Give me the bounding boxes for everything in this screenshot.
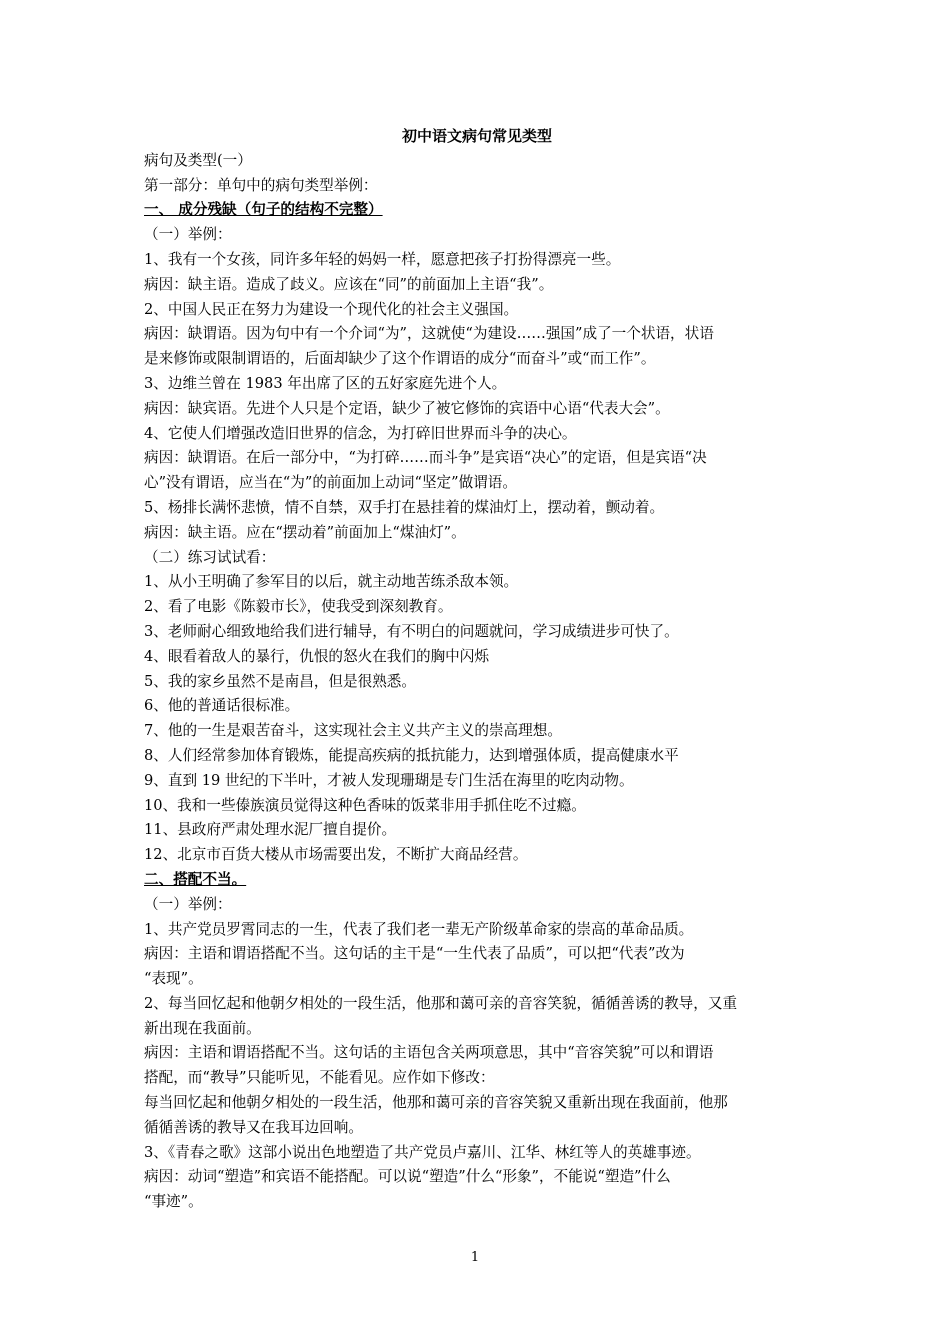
text-line: 6、他的普通话很标准。 <box>144 697 300 715</box>
text-line: 病因：缺主语。造成了歧义。应该在“同”的前面加上主语“我”。 <box>144 275 554 293</box>
text-line: 病因：缺主语。应在“摆动着”前面加上“煤油灯”。 <box>144 523 466 541</box>
text-line: 病因：缺谓语。在后一部分中，“为打碎……而斗争”是宾语“决心”的定语，但是宾语“决 <box>144 449 707 467</box>
text-line: 1、共产党员罗霄同志的一生，代表了我们老一辈无产阶级革命家的崇高的革命品质。 <box>144 920 694 938</box>
text-line: 2、每当回忆起和他朝夕相处的一段生活，他那和蔼可亲的音容笑貌，循循善诱的教导，又重 <box>144 994 738 1012</box>
text-line: 12、北京市百货大楼从市场需要出发，不断扩大商品经营。 <box>144 846 528 864</box>
text-line: 11、县政府严肃处理水泥厂擅自提价。 <box>144 821 397 839</box>
document-body <box>144 124 810 1215</box>
text-line: 8、人们经常参加体育锻炼，能提高疾病的抵抗能力，达到增强体质，提高健康水平 <box>144 746 679 764</box>
page-number: 1 <box>470 1250 480 1265</box>
text-line: 1、从小王明确了参军目的以后，就主动地苦练杀敌本领。 <box>144 573 519 591</box>
text-line: 是来修饰或限制谓语的，后面却缺少了这个作谓语的成分“而奋斗”或“而工作”。 <box>144 350 656 368</box>
text-line: 每当回忆起和他朝夕相处的一段生活，他那和蔼可亲的音容笑貌又重新出现在我面前，他那 <box>144 1094 728 1112</box>
text-line: 5、我的家乡虽然不是南昌，但是很熟悉。 <box>144 672 416 690</box>
text-line: 1、我有一个女孩，同许多年轻的妈妈一样，愿意把孩子打扮得漂亮一些。 <box>144 250 621 268</box>
text-line: 2、中国人民正在努力为建设一个现代化的社会主义强国。 <box>144 300 519 318</box>
text-line: 病因：缺宾语。先进个人只是个定语，缺少了被它修饰的宾语中心语“代表大会”。 <box>144 399 670 417</box>
text-line: 病因：动词“塑造”和宾语不能搭配。可以说“塑造”什么“形象”，不能说“塑造”什么 <box>144 1168 671 1186</box>
text-line: 病因：主语和谓语搭配不当。这句话的主语包含关两项意思，其中“音容笑貌”可以和谓语 <box>144 1044 714 1062</box>
text-line: “表现”。 <box>144 970 203 988</box>
text-line: 7、他的一生是艰苦奋斗，这实现社会主义共产主义的崇高理想。 <box>144 722 562 740</box>
page-title: 初中语文病句常见类型 <box>401 127 552 145</box>
text-line: 10、我和一些傣族演员觉得这种色香味的饭菜非用手抓住吃不过瘾。 <box>144 796 586 814</box>
subsection-examples: （一）举例： <box>144 895 232 913</box>
text-line: 2、看了电影《陈毅市长》，使我受到深刻教育。 <box>144 598 453 616</box>
text-line: 循循善诱的教导又在我耳边回响。 <box>144 1118 363 1136</box>
subsection-examples: （一）举例： <box>144 226 232 244</box>
text-line: 病因：主语和谓语搭配不当。这句话的主干是“一生代表了品质”，可以把“代表”改为 <box>144 945 685 963</box>
section-heading-1: 一、 成分残缺（句子的结构不完整） <box>144 201 383 219</box>
text-line: 新出现在我面前。 <box>144 1019 261 1037</box>
section-heading-2: 二、搭配不当。 <box>144 870 247 888</box>
subtitle: 病句及类型(一） <box>144 151 252 169</box>
text-line: 搭配，而“教导”只能听见，不能看见。应作如下修改： <box>144 1069 495 1087</box>
text-line: 4、它使人们增强改造旧世界的信念，为打碎旧世界而斗争的决心。 <box>144 424 577 442</box>
text-line: “事迹”。 <box>144 1193 203 1211</box>
text-line: 5、杨排长满怀悲愤，情不自禁，双手打在悬挂着的煤油灯上，摆动着，颤动着。 <box>144 498 665 516</box>
part-heading: 第一部分：单句中的病句类型举例： <box>144 176 378 194</box>
subsection-practice: （二）练习试试看： <box>144 548 276 566</box>
text-line: 3、《青春之歌》这部小说出色地塑造了共产党员卢嘉川、江华、林红等人的英雄事迹。 <box>144 1143 701 1161</box>
text-line: 9、直到 19 世纪的下半叶，才被人发现珊瑚是专门生活在海里的吃肉动物。 <box>144 771 634 789</box>
text-line: 心”没有谓语，应当在“为”的前面加上动词“坚定”做谓语。 <box>144 474 517 492</box>
text-line: 4、眼看着敌人的暴行，仇恨的怒火在我们的胸中闪烁 <box>144 647 489 665</box>
text-line: 3、边维兰曾在 1983 年出席了区的五好家庭先进个人。 <box>144 374 507 392</box>
text-line: 病因：缺谓语。因为句中有一个介词“为”，这就使“为建设……强国”成了一个状语，状语 <box>144 325 714 343</box>
text-line: 3、老师耐心细致地给我们进行辅导，有不明白的问题就问，学习成绩进步可快了。 <box>144 622 679 640</box>
